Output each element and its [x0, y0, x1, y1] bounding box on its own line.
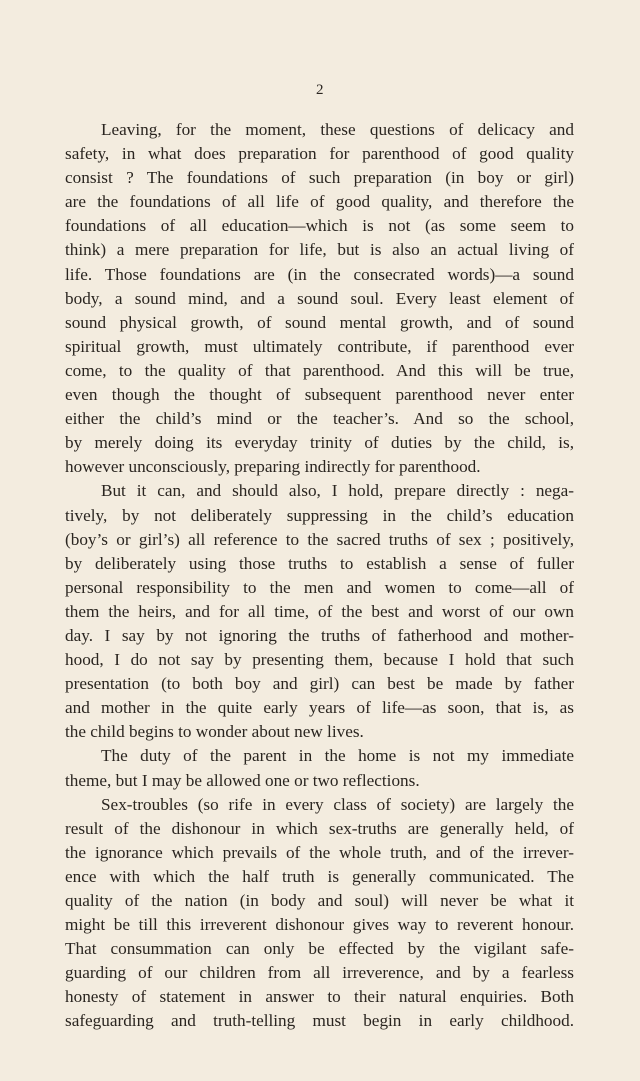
text-line: come, to the quality of that parenthood. And this will be true,	[65, 360, 574, 380]
text-line: Sex-troubles (so rife in every class of society) are largely the	[101, 794, 574, 814]
text-line: quality of the nation (in body and soul) will never be what it	[65, 891, 574, 910]
text-line: safeguarding and truth-telling must begin in early childhood.	[65, 1011, 574, 1031]
text-line: presentation (to both boy and girl) can best be made by father	[65, 674, 574, 694]
text-line: theme, but I may be allowed one or two reflections.	[65, 770, 420, 790]
text-line: personal responsibility to the men and women to come—all of	[65, 577, 574, 597]
page-number: 2	[316, 82, 324, 98]
text-line: body, a sound mind, and a sound soul. Every least element of	[65, 288, 574, 308]
text-line: think) a mere preparation for life, but is also an actual living of	[65, 240, 574, 260]
text-line: The duty of the parent in the home is not my immediate	[101, 746, 574, 766]
text-line: are the foundations of all life of good quality, and therefore the	[65, 192, 574, 212]
text-line: life. Those foundations are (in the consecrated words)—a sound	[65, 264, 574, 284]
text-line: That consummation can only be effected by the vigilant safe-	[65, 939, 574, 959]
text-line: hood, I do not say by presenting them, because I hold that such	[65, 650, 574, 670]
text-line: them the heirs, and for all time, of the best and worst of our own	[65, 601, 574, 621]
text-line: by deliberately using those truths to establish a sense of fuller	[65, 553, 574, 573]
text-line: (boy’s or girl’s) all reference to the sacred truths of sex ; positively,	[65, 529, 574, 549]
text-line: either the child’s mind or the teacher’s. And so the school,	[65, 409, 574, 429]
text-line: the child begins to wonder about new lives.	[65, 722, 364, 742]
text-line: But it can, and should also, I hold, prepare directly : nega-	[101, 481, 574, 501]
text-line: spiritual growth, must ultimately contribute, if parenthood ever	[65, 336, 574, 356]
body-text	[65, 118, 574, 1034]
text-line: day. I say by not ignoring the truths of fatherhood and mother-	[65, 625, 574, 645]
text-line: Leaving, for the moment, these questions of delicacy and	[101, 120, 574, 139]
text-line: might be till this irreverent dishonour gives way to reverent honour.	[65, 915, 574, 935]
text-line: foundations of all education—which is not (as some seem to	[65, 216, 574, 236]
text-line: and mother in the quite early years of life—as soon, that is, as	[65, 698, 574, 718]
text-line: sound physical growth, of sound mental growth, and of sound	[65, 312, 574, 332]
text-line: however unconsciously, preparing indirectly for parenthood.	[65, 457, 481, 477]
text-line: result of the dishonour in which sex-truths are generally held, of	[65, 818, 574, 838]
text-line: ence with which the half truth is generally communicated. The	[65, 866, 574, 886]
text-line: guarding of our children from all irreverence, and by a fearless	[65, 963, 574, 983]
text-line: the ignorance which prevails of the whole truth, and of the irrever-	[65, 842, 574, 862]
text-line: consist ? The foundations of such preparation (in boy or girl)	[65, 168, 574, 188]
text-line: even though the thought of subsequent parenthood never enter	[65, 385, 574, 405]
text-line: tively, by not deliberately suppressing in the child’s education	[65, 505, 574, 525]
text-line: by merely doing its everyday trinity of duties by the child, is,	[65, 433, 574, 453]
text-line: safety, in what does preparation for parenthood of good quality	[65, 144, 574, 164]
text-line: honesty of statement in answer to their natural enquiries. Both	[65, 987, 574, 1007]
